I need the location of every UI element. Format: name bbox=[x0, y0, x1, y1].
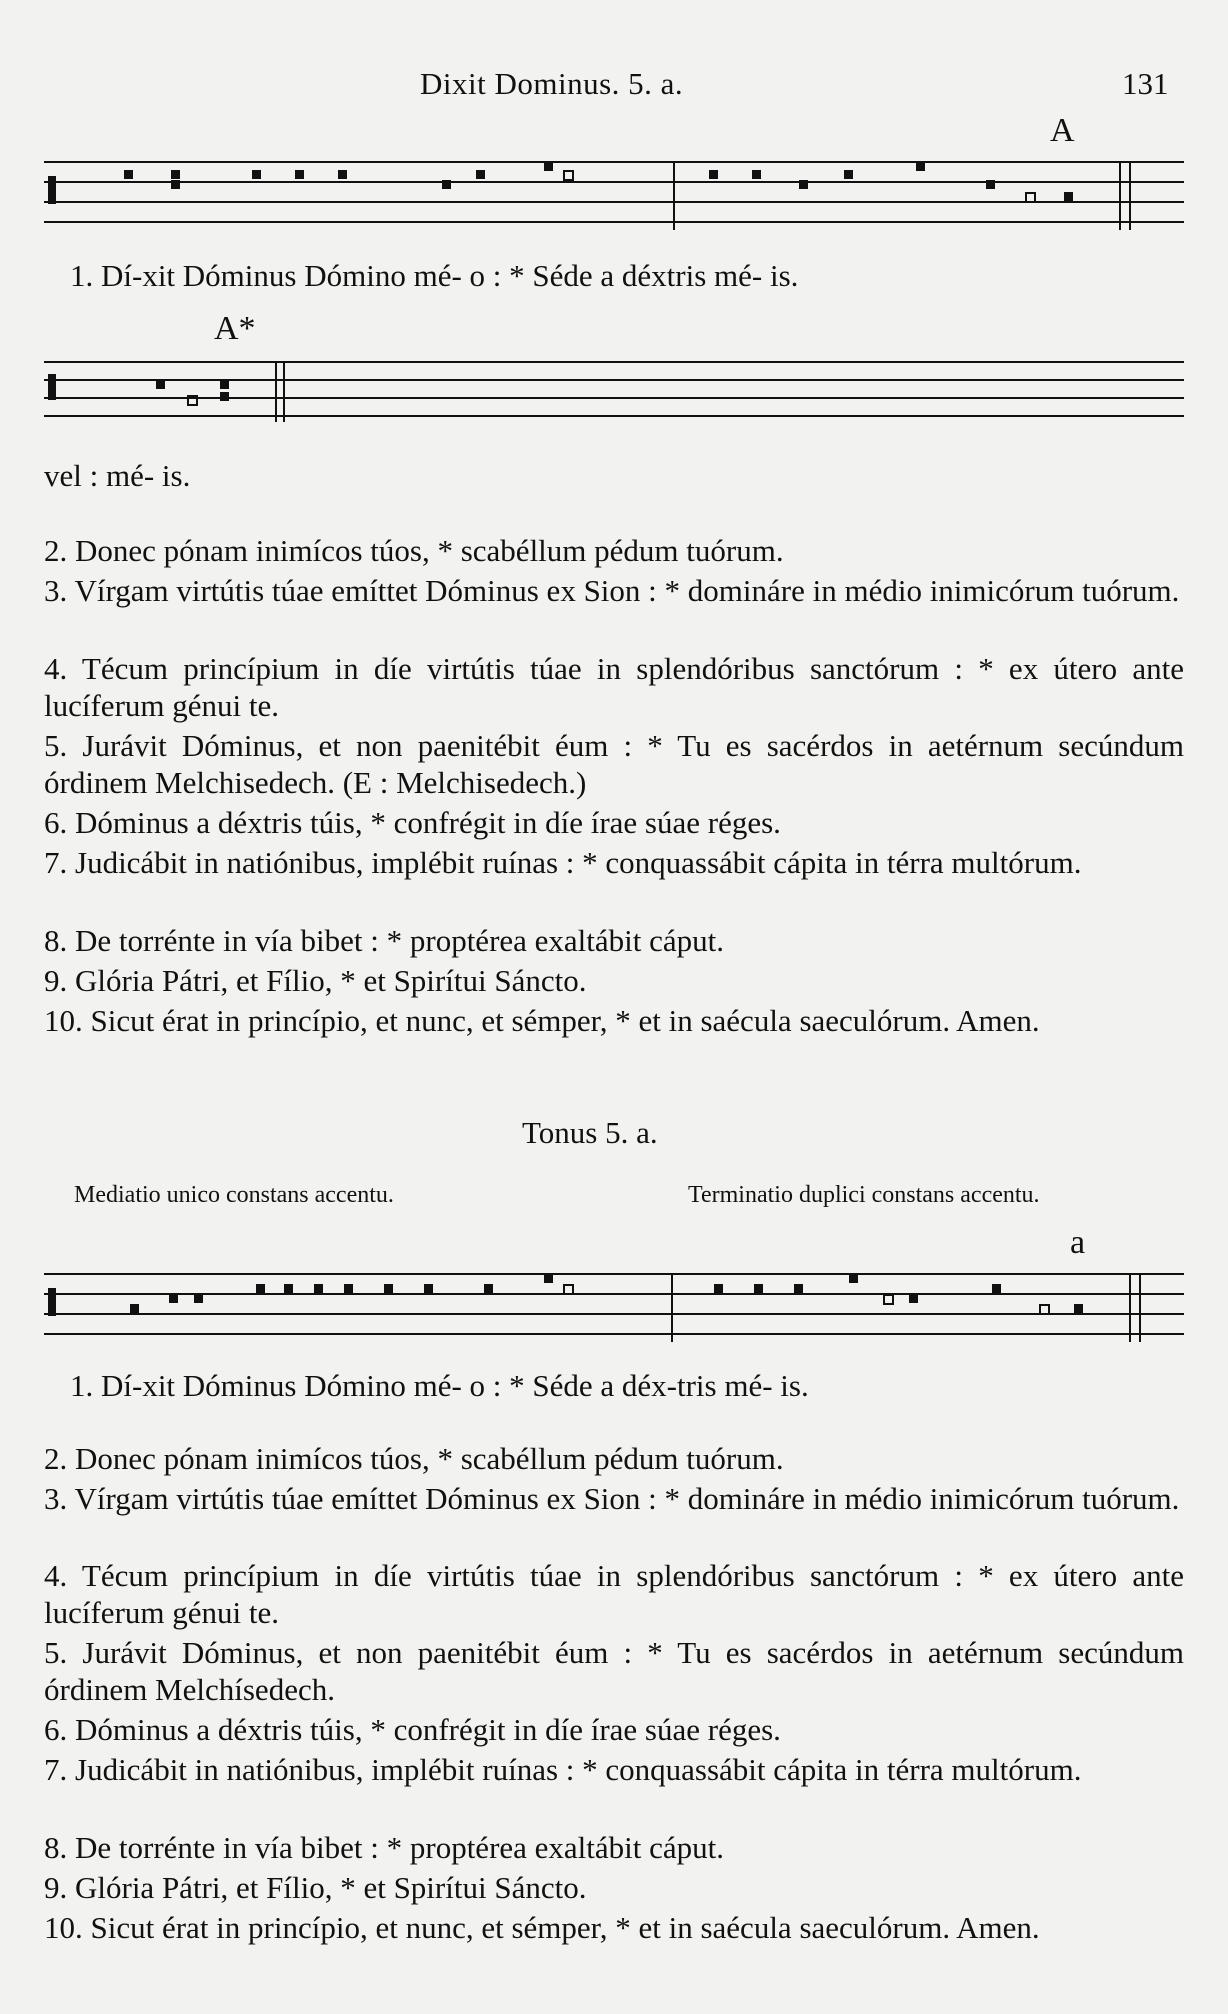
verse-5b: 5. Jurávit Dóminus, et non paenitébit éum : * Tu es sacérdos in aetérnum secúndum órdinem Melchísedech. bbox=[44, 1635, 1184, 1707]
alt-lyric: vel : mé- is. bbox=[44, 458, 191, 493]
verse-9b: 9. Glória Pátri, et Fílio, * et Spirítui Sáncto. bbox=[44, 1870, 587, 1905]
verse-2: 2. Donec pónam inimícos túos, * scabéllum pédum tuórum. bbox=[44, 533, 784, 568]
verse-2b: 2. Donec pónam inimícos túos, * scabéllum pédum tuórum. bbox=[44, 1441, 784, 1476]
chant-staff-alt bbox=[44, 352, 1184, 432]
termination-label: A bbox=[1050, 112, 1075, 149]
page-number: 131 bbox=[1122, 66, 1169, 101]
verse-3: 3. Vírgam virtútis túae emíttet Dóminus ex Sion : * domináre in médio inimicórum tuórum. bbox=[44, 573, 1180, 608]
verse-10b: 10. Sicut érat in princípio, et nunc, et sémper, * et in saécula saeculórum. Amen. bbox=[44, 1910, 1040, 1945]
verse-5: 5. Jurávit Dóminus, et non paenitébit éum : * Tu es sacérdos in aetérnum secúndum órdinem Melchisedech. (E : Melchisedech.) bbox=[44, 728, 1184, 800]
tonus-title: Tonus 5. a. bbox=[522, 1115, 658, 1150]
verse-4: 4. Técum princípium in díe virtútis túae in splendóribus sanctórum : * ex útero ante lucíferum génui te. bbox=[44, 651, 1184, 723]
verse-3b: 3. Vírgam virtútis túae emíttet Dóminus ex Sion : * domináre in médio inimicórum tuórum. bbox=[44, 1481, 1180, 1516]
intonation-lyric: 1. Dí-xit Dóminus Dómino mé- o : * Séde a déxtris mé- is. bbox=[70, 258, 799, 293]
verse-8: 8. De torrénte in vía bibet : * proptérea exaltábit cáput. bbox=[44, 923, 725, 958]
page-title: Dixit Dominus. 5. a. bbox=[420, 66, 684, 101]
verse-10: 10. Sicut érat in princípio, et nunc, et sémper, * et in saécula saeculórum. Amen. bbox=[44, 1003, 1040, 1038]
verse-7: 7. Judicábit in natiónibus, implébit ruínas : * conquassábit cápita in térra multórum. bbox=[44, 845, 1082, 880]
verse-6: 6. Dóminus a déxtris túis, * confrégit in díe írae súae réges. bbox=[44, 805, 781, 840]
terminatio-caption: Terminatio duplici constans accentu. bbox=[688, 1182, 1040, 1208]
intonation-lyric-2: 1. Dí-xit Dóminus Dómino mé- o : * Séde a déx-tris mé- is. bbox=[70, 1368, 809, 1403]
verse-8b: 8. De torrénte in vía bibet : * proptérea exaltábit cáput. bbox=[44, 1830, 725, 1865]
chant-staff-1 bbox=[44, 150, 1184, 240]
mediatio-caption: Mediatio unico constans accentu. bbox=[74, 1182, 394, 1208]
chant-staff-2 bbox=[44, 1262, 1184, 1352]
verse-6b: 6. Dóminus a déxtris túis, * confrégit in díe írae súae réges. bbox=[44, 1712, 781, 1747]
verse-9: 9. Glória Pátri, et Fílio, * et Spirítui Sáncto. bbox=[44, 963, 587, 998]
verse-4b: 4. Técum princípium in díe virtútis túae in splendóribus sanctórum : * ex útero ante lucíferum génui te. bbox=[44, 1558, 1184, 1630]
alt-termination-label: A* bbox=[214, 310, 256, 347]
verse-7b: 7. Judicábit in natiónibus, implébit ruínas : * conquassábit cápita in térra multórum. bbox=[44, 1752, 1082, 1787]
termination-label-2: a bbox=[1070, 1224, 1086, 1261]
